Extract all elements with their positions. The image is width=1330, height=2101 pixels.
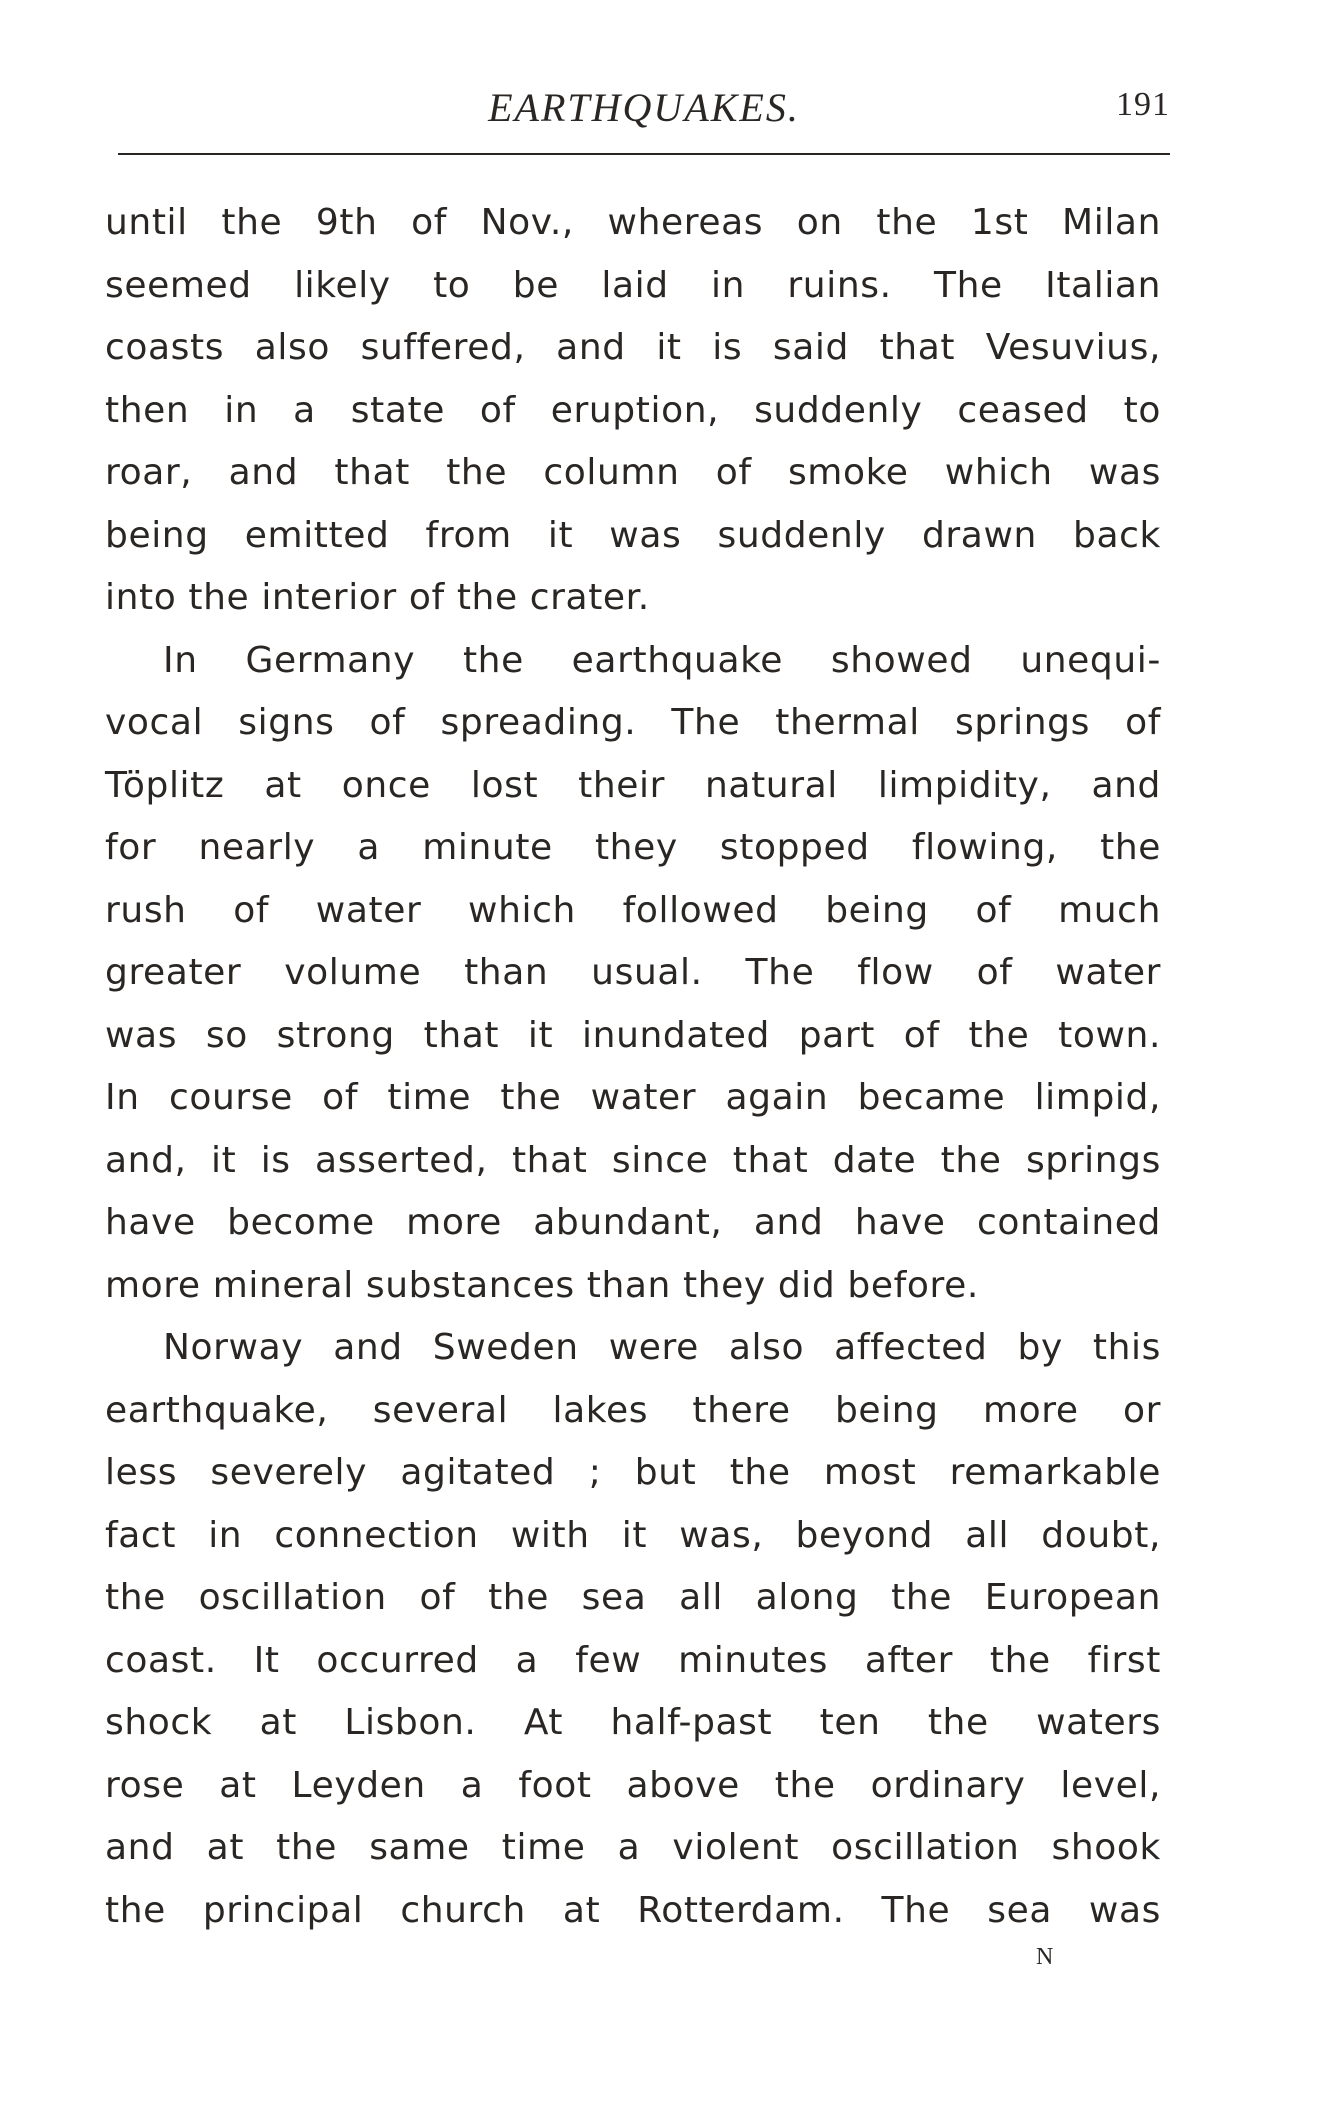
- text-line: the principal church at Rotterdam. The sea was: [105, 1889, 1161, 1931]
- text-line: coast. It occurred a few minutes after the first: [105, 1639, 1161, 1681]
- running-title: EARTHQUAKES.: [488, 85, 800, 130]
- text-line: being emitted from it was suddenly drawn back: [105, 514, 1161, 556]
- text-line: then in a state of eruption, suddenly ceased to: [105, 389, 1161, 431]
- page-number: 191: [1116, 86, 1170, 123]
- body-text: [105, 192, 1161, 1942]
- text-line: fact in connection with it was, beyond all doubt,: [105, 1514, 1161, 1556]
- text-line: was so strong that it inundated part of the town.: [105, 1014, 1161, 1056]
- text-line: less severely agitated ; but the most remarkable: [105, 1452, 1161, 1493]
- text-line: In course of time the water again became limpid,: [105, 1077, 1161, 1118]
- text-line: roar, and that the column of smoke which was: [105, 452, 1161, 493]
- text-line: and at the same time a violent oscillation shook: [105, 1827, 1161, 1868]
- text-line: Töplitz at once lost their natural limpidity, and: [105, 764, 1161, 806]
- text-line: shock at Lisbon. At half-past ten the waters: [105, 1702, 1161, 1743]
- text-line: into the interior of the crater.: [105, 577, 650, 618]
- text-line: In Germany the earthquake showed unequi-: [163, 639, 1161, 681]
- text-line: vocal signs of spreading. The thermal springs of: [105, 702, 1161, 743]
- text-line: Norway and Sweden were also affected by this: [163, 1327, 1161, 1368]
- text-line: until the 9th of Nov., whereas on the 1st Milan: [105, 202, 1161, 243]
- header-rule: [118, 153, 1170, 155]
- signature-mark: N: [1036, 1944, 1055, 1970]
- text-line: more mineral substances than they did before.: [105, 1264, 979, 1306]
- text-line: seemed likely to be laid in ruins. The Italian: [105, 264, 1161, 306]
- text-line: have become more abundant, and have contained: [105, 1202, 1161, 1243]
- text-line: greater volume than usual. The flow of water: [105, 952, 1161, 993]
- text-line: earthquake, several lakes there being more or: [105, 1389, 1161, 1431]
- text-line: rush of water which followed being of much: [105, 889, 1161, 931]
- text-line: the oscillation of the sea all along the European: [105, 1577, 1161, 1618]
- text-line: coasts also suffered, and it is said that Vesuvius,: [105, 327, 1161, 368]
- text-line: for nearly a minute they stopped flowing, the: [105, 827, 1161, 868]
- text-line: rose at Leyden a foot above the ordinary level,: [105, 1764, 1161, 1806]
- text-line: and, it is asserted, that since that date the springs: [105, 1139, 1161, 1181]
- running-head: [118, 84, 1170, 134]
